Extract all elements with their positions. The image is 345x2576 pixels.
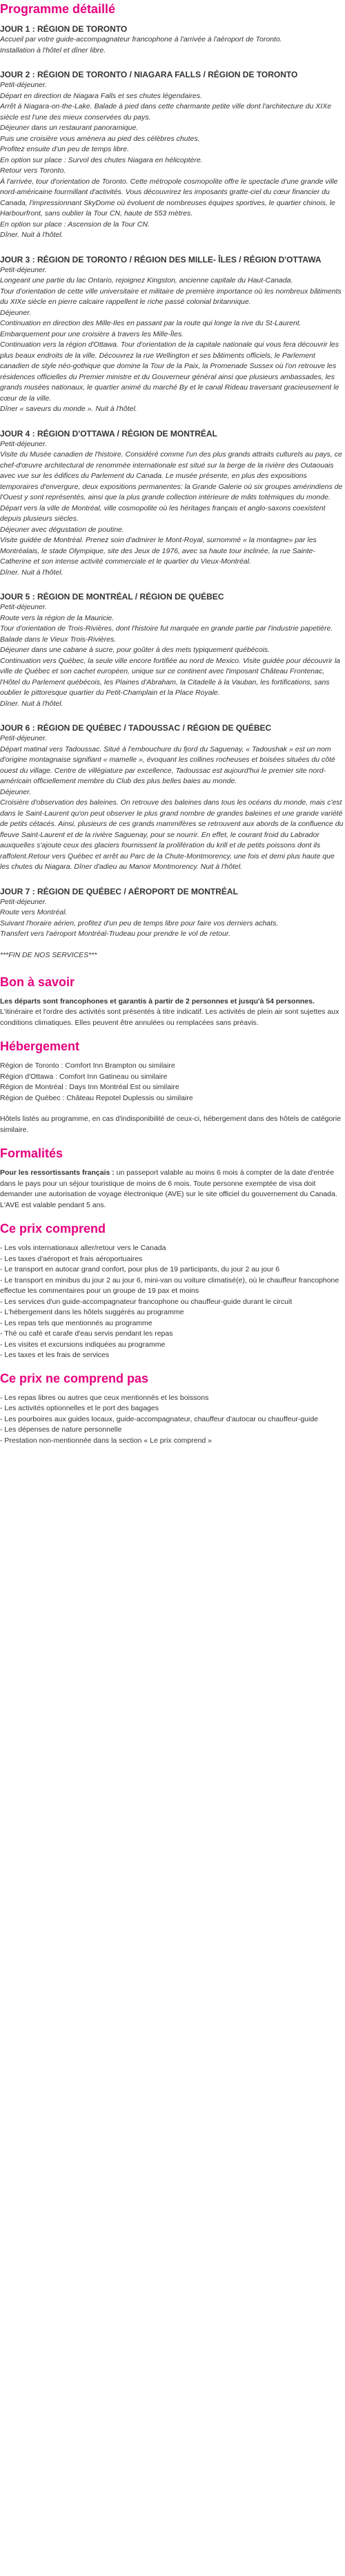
programme-title: Programme détaillé	[0, 2, 116, 16]
day-title: JOUR 5 : RÉGION DE MONTRÉAL / RÉGION DE QUÉBEC	[0, 592, 224, 602]
day-text-line: Retour vers Toronto.	[0, 166, 66, 175]
included-list	[0, 1243, 345, 1361]
day-title: JOUR 6 : RÉGION DE QUÉBEC / TADOUSSAC / RÉGION DE QUÉBEC	[0, 723, 272, 733]
list-item: - Les taxes et les frais de services	[0, 1351, 110, 1359]
hebergement-heading: Hébergement	[0, 1039, 80, 1053]
day-text-line: Embarquement pour une croisière à travers les Mille-Îles.	[0, 329, 184, 338]
day-title: JOUR 3 : RÉGION DE TORONTO / RÉGION DES MILLE- ÎLES / RÉGION D'OTTAWA	[0, 254, 322, 265]
day-text-line: Route vers la région de la Mauricie.	[0, 613, 115, 622]
day-text-line: Départ vers la ville de Montréal, ville cosmopolite où les héritages français et anglo-saxons coexistent depuis plusieurs siècles.	[0, 503, 326, 523]
day-text-line: Continuation vers Québec, la seule ville encore fortifiée au nord de Mexico. Visite guidée pour découvrir la ville de Québec et son cachet européen, unique sur ce continent avec l'imposant Château Frontenac, l'Hôtel du Parlement québécois, les Plaines d'Abraham, la Citadelle à la Vauban, les fortifications, sans oublier le pittoresque quartier du Petit-Champlain et la Place Royale.	[0, 656, 341, 697]
day-block	[0, 591, 345, 709]
hotel-item: Région de Québec : Château Repotel Duplessis ou similaire	[0, 1093, 193, 1102]
day-text-line: Tour d'orientation de cette ville universitaire et militaire de première importance où les nombreux bâtiments du XIXe siècle en pierre calcaire rappellent le riche passé colonial britannique.	[0, 287, 342, 306]
prix-ne-comprend-pas-heading: Ce prix ne comprend pas	[0, 1371, 149, 1385]
day-text-line: Tour d'orientation de Trois-Rivières, dont l'histoire fut marquée en grande partie par l'industrie papetière. Balade dans le Vieux Trois-Rivières.	[0, 624, 333, 644]
day-text-line: Déjeuner.	[0, 308, 32, 317]
day-text-line: Petit-déjeuner.	[0, 439, 47, 448]
day-text-line: Route vers Montréal.	[0, 908, 68, 916]
day-text-line: Dîner « saveurs du monde ». Nuit à l'hôtel.	[0, 405, 137, 413]
day-text-line: À l'arrivée, tour d'orientation de Toronto. Cette métropole cosmopolite offre le spectacle d'une grande ville nord-américaine fourmillant d'activités. Vous découvrirez les imposants gratte-ciel du cœur financier du Canada, l'impressionnant SkyDome où évoluent de nombreuses équipes sportives, le quartier chinois, le Harbourfront, sans oublier la Tour CN, haute de 553 mètres.	[0, 177, 338, 218]
list-item: - Les vols internationaux aller/retour vers le Canada	[0, 1244, 166, 1252]
itinerary-disclaimer: L'itinéraire et l'ordre des activités sont présentés à titre indicatif. Les activités de plein air sont sujettes aux conditions climatiques. Elles peuvent être annulées ou remplacées sans préavis.	[0, 1008, 339, 1027]
day-text-line: Longeant une partie du lac Ontario, rejoignez Kingston, ancienne capitale du Haut-Canada.	[0, 276, 293, 285]
day-text-line: ***FIN DE NOS SERVICES***	[0, 951, 97, 959]
day-block	[0, 722, 345, 873]
day-text-line: Petit-déjeuner.	[0, 265, 47, 274]
bon-a-savoir-heading: Bon à savoir	[0, 974, 75, 989]
formalites-text	[0, 1168, 345, 1211]
day-text-line: Profitez ensuite d'un peu de temps libre.	[0, 145, 130, 153]
day-block	[0, 254, 345, 415]
departures-info: Les départs sont francophones et garantis à partir de 2 personnes et jusqu'à 54 personnes.	[0, 997, 315, 1006]
day-text-line: En option sur place : Survol des chutes Niagara en hélicoptère.	[0, 155, 203, 164]
day-text-line: En option sur place : Ascension de la Tour CN.	[0, 220, 150, 229]
day-block	[0, 69, 345, 241]
hotel-item: Région de Montréal : Days Inn Montréal Est ou similaire	[0, 1083, 179, 1091]
day-text-line: Départ matinal vers Tadoussac. Situé à l'embouchure du fjord du Saguenay, « Tadoushak » est un nom d'origine montagnaise signifiant « mamelle », évoquant les collines rocheuses et boisées situées du côté ouest du village. Centre de villégiature par excellence, Tadoussac est aujourd'hui le premier site nord-américain officiellement membre du Club des plus belles baies au monde.	[0, 744, 335, 785]
list-item: - Les dépenses de nature personnelle	[0, 1425, 122, 1434]
day-text-line: Petit-déjeuner.	[0, 897, 47, 906]
hotel-item: Région d'Ottawa : Comfort Inn Gatineau ou similaire	[0, 1072, 168, 1081]
list-item: - Les repas libres ou autres que ceux mentionnés et les boissons	[0, 1393, 209, 1402]
day-title: JOUR 7 : RÉGION DE QUÉBEC / AÉROPORT DE MONTRÉAL	[0, 886, 238, 896]
day-text-line: Croisière d'observation des baleines. On retrouve des baleines dans tous les océans du monde, mais c'est dans le Saint-Laurent qu'on peut observer le plus grand nombre de grandes baleines et une grande variété de petits cétacés. Ainsi, plusieurs de ces grands mammifères se retrouvent aux abords de la confluence du fleuve Saint-Laurent et de la rivière Saguenay, pour se nourrir. En effet, le courant froid du Labrador auxquelles s'ajoute ceux des glaciers fournissent la prolifération du krill et de petits poissons dont ils raffolent.Retour vers Québec et arrêt au Parc de la Chute-Montmorency, une fois et demi plus haute que les chutes du Niagara. Dîner d'adieu au Manoir Montmorency. Nuit à l'hôtel.	[0, 798, 344, 871]
day-text-line: Visite guidée de Montréal. Prenez soin d'admirer le Mont-Royal, surnommé « la montagne» par les Montréalais, le stade Olympique, site des Jeux de 1976, avec sa haute tour inclinée, la rue Sainte-Catherine et son intense activité commerciale et le quartier du Vieux-Montréal.	[0, 536, 317, 566]
list-item: - L'hébergement dans les hôtels suggérés au programme	[0, 1308, 184, 1316]
hotel-list	[0, 1061, 345, 1104]
day-text-line: Accueil par votre guide-accompagnateur francophone à l'arrivée à l'aéroport de Toronto.	[0, 35, 282, 44]
day-title: JOUR 1 : RÉGION DE TORONTO	[0, 24, 128, 34]
day-text-line: Continuation en direction des Mille-Iles en passant par la route qui longe la rive du St-Laurent.	[0, 319, 302, 327]
day-text-line: Petit-déjeuner.	[0, 81, 47, 89]
day-block	[0, 428, 345, 579]
list-item: - Le transport en autocar grand confort, pour plus de 19 participants, du jour 2 au jour 6	[0, 1265, 280, 1273]
list-item: - Les taxes d'aéroport et frais aéroportuaires	[0, 1254, 143, 1263]
list-item: - Les services d'un guide-accompagnateur francophone ou chauffeur-guide durant le circuit	[0, 1297, 293, 1306]
day-text-line: Suivant l'horaire aérien, profitez d'un peu de temps libre pour faire vos derniers achats.	[0, 919, 279, 927]
day-text-line: Déjeuner dans un restaurant panoramique.	[0, 124, 139, 132]
day-text-line: Dîner. Nuit à l'hôtel.	[0, 699, 63, 708]
day-text-line: Visite du Musée canadien de l'histoire. Considéré comme l'un des plus grands attraits culturels au pays, ce chef-d'œuvre architectural de renommée internationale est situé sur la berge de la rivière des Outaouais avec vue sur les édifices du Parlement du Canada. Le musée présente, en plus des expositions temporaires d'envergure, deux expositions permanentes: la Grande Galerie où six groupes amérindiens de l'Ouest y sont représentés, ainsi que la plus grande collection intérieure de mâts totémiques du monde.	[0, 450, 343, 501]
day-title: JOUR 4 : RÉGION D'OTTAWA / RÉGION DE MONTRÉAL	[0, 428, 217, 439]
hotel-item: Région de Toronto : Comfort Inn Brampton ou similaire	[0, 1061, 175, 1070]
excluded-list	[0, 1393, 345, 1447]
list-item: - Le transport en minibus du jour 2 au jour 6, mini-van ou voiture climatisé(e), où le chauffeur francophone effectue les commentaires pour un groupe de 19 pax et moins	[0, 1276, 339, 1295]
prix-comprend-heading: Ce prix comprend	[0, 1222, 106, 1236]
list-item: - Les repas tels que mentionnés au programme	[0, 1318, 152, 1327]
day-text-line: Déjeuner dans une cabane à sucre, pour goûter à des mets typiquement québécois.	[0, 646, 270, 654]
list-item: - Les visites et excursions indiquées au programme	[0, 1340, 166, 1349]
list-item: - Thé ou café et carafe d'eau servis pendant les repas	[0, 1329, 173, 1338]
day-text-line: Arrêt à Niagara-on-the-Lake. Balade à pied dans cette charmante petite ville dont l'architecture du XIXe siècle est l'une des mieux conservées du pays.	[0, 102, 332, 122]
day-text-line: Dîner. Nuit à l'hôtel.	[0, 568, 63, 577]
list-item: - Prestation non-mentionnée dans la section « Le prix comprend »	[0, 1436, 213, 1445]
hotel-note: Hôtels listés au programme, en cas d'indisponibilité de ceux-ci, hébergement dans des hôtels de catégorie similaire.	[0, 1115, 342, 1134]
itinerary	[0, 23, 345, 961]
day-text-line: Départ en direction de Niagara Falls et ses chutes légendaires.	[0, 91, 202, 100]
day-text-line: Puis une croisière vous amènera au pied des célèbres chutes.	[0, 134, 200, 143]
day-text-line: Continuation vers la région d'Ottawa. Tour d'orientation de la capitale nationale qui vous fera découvrir les plus beaux endroits de la ville. Découvrez la rue Wellington et ses bâtiments officiels, le Parlement canadien de style néo-gothique que domine la Tour de la Paix, la Promenade Sussex où l'on retrouve les résidences officielles du Premier ministre et du Gouverneur général ainsi que plusieurs ambassades, les grands musées nationaux, le quartier animé du marché By et le canal Rideau traversant gracieusement le cœur de la ville.	[0, 340, 339, 403]
page	[0, 1, 345, 1474]
day-block	[0, 23, 345, 56]
day-text-line	[0, 940, 345, 951]
day-title: JOUR 2 : RÉGION DE TORONTO / NIAGARA FALLS / RÉGION DE TORONTO	[0, 70, 298, 79]
day-text-line: Petit-déjeuner.	[0, 734, 47, 742]
day-text-line: Déjeuner.	[0, 787, 32, 796]
day-text-line: Petit-déjeuner.	[0, 603, 47, 611]
list-item: - Les activités optionnelles et le port des bagages	[0, 1404, 159, 1412]
day-text-line: Dîner. Nuit à l'hôtel.	[0, 231, 63, 239]
formalites-label: Pour les ressortissants français :	[0, 1169, 115, 1177]
formalites-heading: Formalités	[0, 1146, 63, 1160]
formalites-body: un passeport valable au moins 6 mois à compter de la date d'entrée dans le pays pour un séjour touristique de moins de 6 mois. Toute personne exemptée de visa doit demander une autorisation de voyage électronique (AVE) sur le site officiel du gouvernement du Canada. L'AVE est valable pendant 5 ans.	[0, 1169, 337, 1209]
day-text-line: Transfert vers l'aéroport Montréal-Trudeau pour prendre le vol de retour.	[0, 930, 230, 938]
day-block	[0, 886, 345, 961]
day-text-line: Installation à l'hôtel et dîner libre.	[0, 46, 106, 55]
list-item: - Les pourboires aux guides locaux, guide-accompagnateur, chauffeur d'autocar ou chauffeur-guide	[0, 1414, 319, 1423]
day-text-line: Déjeuner avec dégustation de poutine.	[0, 525, 124, 534]
